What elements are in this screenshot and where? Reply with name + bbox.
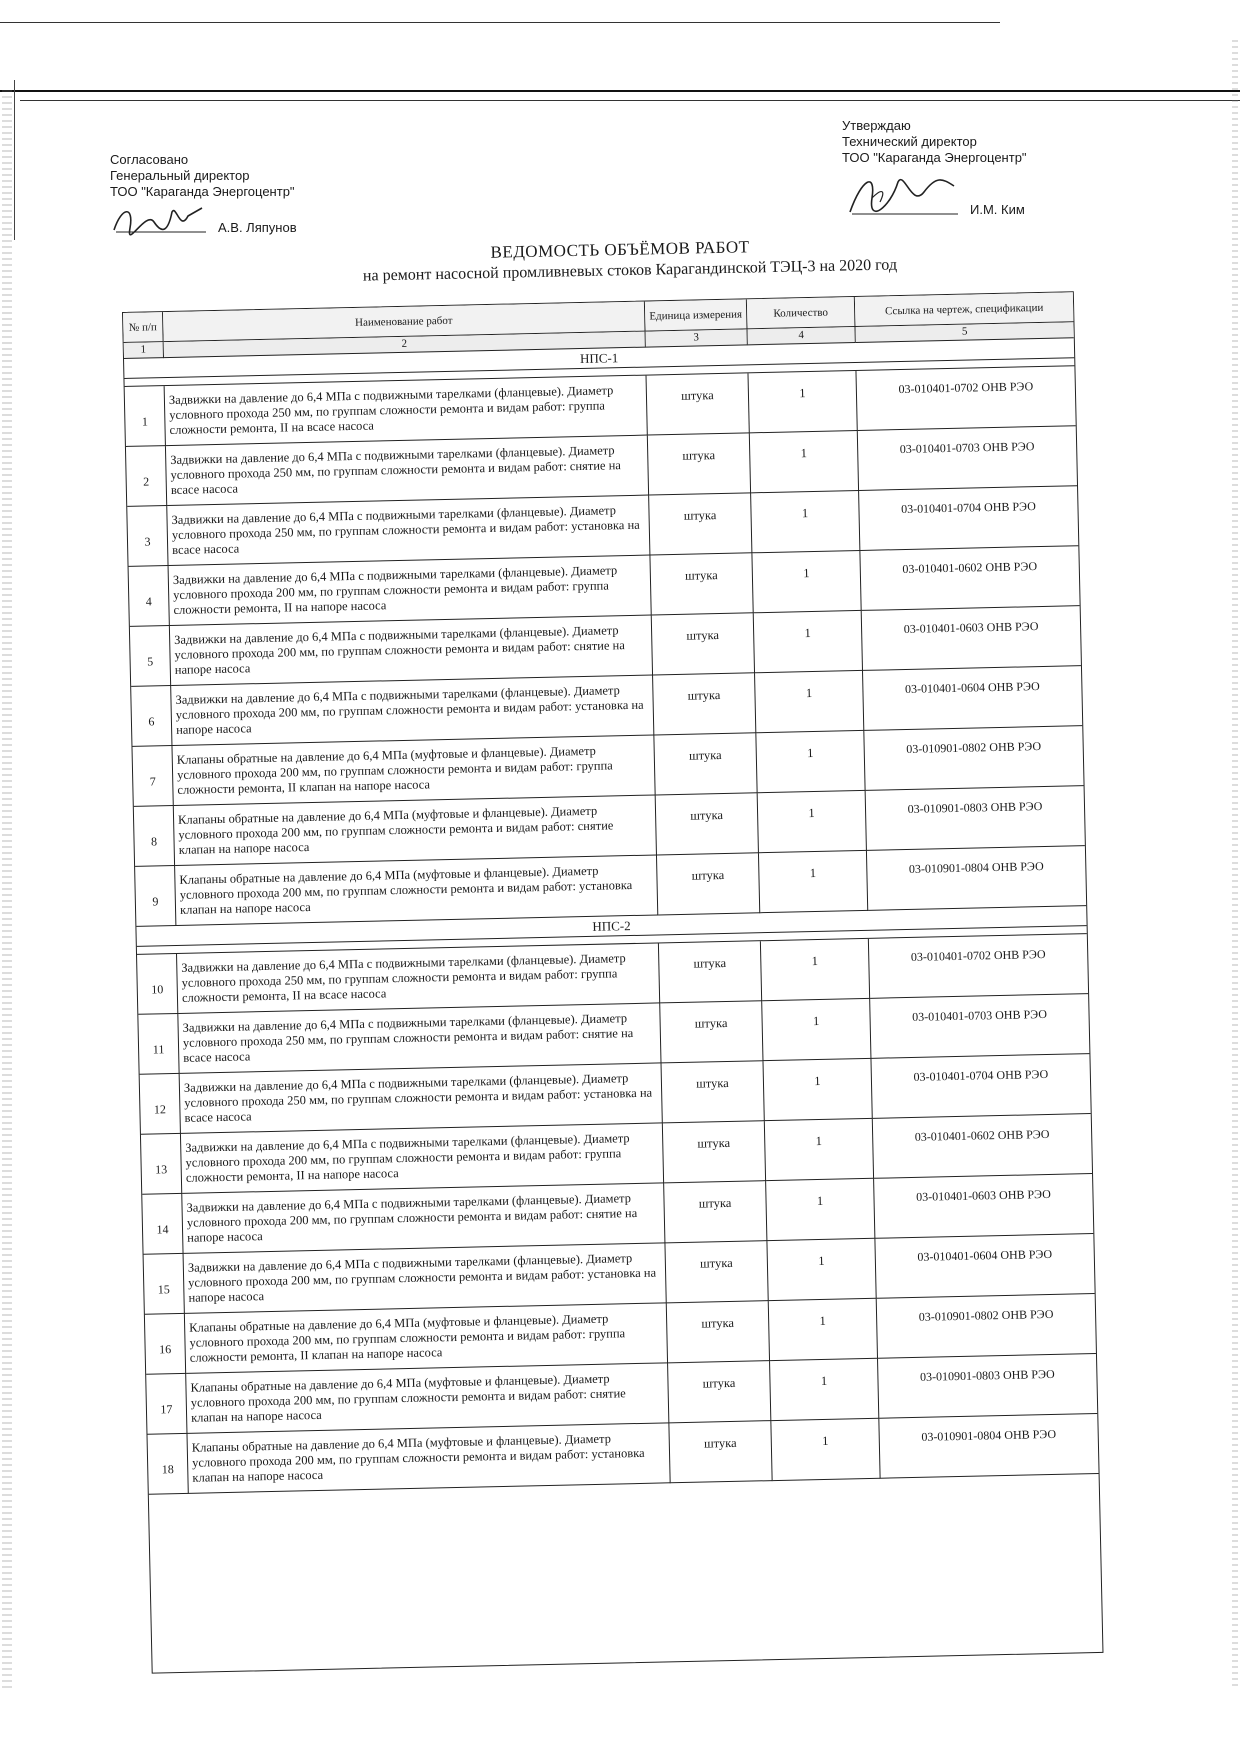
reference-code: 03-010401-0702 ОНВ РЭО	[856, 366, 1075, 431]
row-number: 13	[141, 1134, 182, 1195]
row-number: 4	[129, 566, 170, 627]
reference-code: 03-010901-0804 ОНВ РЭО	[879, 1414, 1098, 1479]
reference-code: 03-010401-0603 ОНВ РЭО	[874, 1174, 1093, 1239]
reference-code: 03-010401-0603 ОНВ РЭО	[862, 606, 1081, 671]
work-description: Клапаны обратные на давление до 6,4 МПа (муфтовые и фланцевые). Диаметр условного прохода 200 мм, по группам сложности ремонта и видам работ: снятие клапан на напоре насоса	[174, 795, 657, 866]
quantity-cell: 1	[748, 371, 857, 433]
unit-cell: штука	[656, 793, 759, 855]
quantity-cell: 1	[765, 1119, 874, 1181]
row-number: 2	[126, 446, 167, 507]
reference-code: 03-010401-0604 ОНВ РЭО	[863, 666, 1082, 731]
work-description: Клапаны обратные на давление до 6,4 МПа (муфтовые и фланцевые). Диаметр условного прохода 200 мм, по группам сложности ремонта и видам работ: группа сложности ремонта, II клапан на напоре насоса	[185, 1303, 668, 1374]
unit-cell: штука	[662, 1061, 765, 1123]
reference-code: 03-010401-0604 ОНВ РЭО	[875, 1234, 1094, 1299]
work-description: Задвижки на давление до 6,4 МПа с подвижными тарелками (фланцевые). Диаметр условного прохода 200 мм, по группам сложности ремонта и видам работ: группа сложности ремонта, II на напоре насоса	[181, 1123, 664, 1194]
unit-cell: штука	[650, 553, 753, 615]
row-number: 14	[142, 1194, 183, 1255]
approval-company: ТОО "Караганда Энергоцентр"	[110, 184, 295, 199]
work-description: Задвижки на давление до 6,4 МПа с подвижными тарелками (фланцевые). Диаметр условного прохода 250 мм, по группам сложности ремонта и видам работ: группа сложности ремонта, II на всасе насоса	[177, 943, 660, 1014]
approved-heading: Утверждаю	[842, 118, 911, 133]
unit-cell: штука	[663, 1121, 766, 1183]
reference-code: 03-010401-0702 ОНВ РЭО	[869, 934, 1088, 999]
quantity-cell: 1	[750, 431, 859, 493]
reference-code: 03-010401-0602 ОНВ РЭО	[873, 1114, 1092, 1179]
row-number: 5	[130, 626, 171, 687]
quantity-cell: 1	[754, 611, 863, 673]
quantity-cell: 1	[766, 1179, 875, 1241]
scan-header-line-2	[20, 100, 1240, 101]
unit-cell: штука	[668, 1361, 771, 1423]
unit-cell: штука	[647, 373, 750, 435]
work-description: Клапаны обратные на давление до 6,4 МПа (муфтовые и фланцевые). Диаметр условного прохода 200 мм, по группам сложности ремонта и видам работ: группа сложности ремонта, II клапан на напоре насоса	[172, 735, 655, 806]
work-volume-table	[122, 291, 1103, 1673]
approved-block	[842, 118, 1027, 218]
section-title: НПС-2	[136, 906, 1086, 947]
unit-cell: штука	[648, 433, 751, 495]
quantity-cell: 1	[761, 939, 870, 1001]
quantity-cell: 1	[769, 1299, 878, 1361]
approved-position: Технический директор	[842, 134, 977, 149]
row-number: 9	[135, 866, 176, 927]
reference-code: 03-010901-0803 ОНВ РЭО	[866, 786, 1085, 851]
scan-left-edge	[14, 80, 15, 240]
quantity-cell: 1	[751, 491, 860, 553]
quantity-cell: 1	[762, 999, 871, 1061]
work-description: Задвижки на давление до 6,4 МПа с подвижными тарелками (фланцевые). Диаметр условного прохода 200 мм, по группам сложности ремонта и видам работ: группа сложности ремонта, II на напоре насоса	[169, 556, 652, 627]
header-unit: Единица измерения	[645, 299, 748, 331]
section-title: НПС-1	[124, 338, 1074, 379]
unit-cell: штука	[649, 493, 752, 555]
work-description: Клапаны обратные на давление до 6,4 МПа (муфтовые и фланцевые). Диаметр условного прохода 200 мм, по группам сложности ремонта и видам работ: установка клапан на напоре насоса	[175, 855, 658, 926]
work-description: Задвижки на давление до 6,4 МПа с подвижными тарелками (фланцевые). Диаметр условного прохода 200 мм, по группам сложности ремонта и видам работ: снятие на напоре насоса	[170, 616, 653, 687]
approved-signature	[842, 168, 962, 218]
header-quantity: Количество	[747, 297, 856, 329]
work-description: Клапаны обратные на давление до 6,4 МПа (муфтовые и фланцевые). Диаметр условного прохода 200 мм, по группам сложности ремонта и видам работ: снятие клапан на напоре насоса	[186, 1363, 669, 1434]
unit-cell: штука	[653, 673, 756, 735]
reference-code: 03-010901-0803 ОНВ РЭО	[878, 1354, 1097, 1419]
approved-company: ТОО "Караганда Энергоцентр"	[842, 150, 1027, 165]
quantity-cell: 1	[763, 1059, 872, 1121]
quantity-cell: 1	[755, 671, 864, 733]
document-title: ВЕДОМОСТЬ ОБЪЁМОВ РАБОТ	[490, 237, 750, 262]
work-description: Задвижки на давление до 6,4 МПа с подвижными тарелками (фланцевые). Диаметр условного прохода 200 мм, по группам сложности ремонта и видам работ: снятие на напоре насоса	[182, 1183, 665, 1254]
work-description: Задвижки на давление до 6,4 МПа с подвижными тарелками (фланцевые). Диаметр условного прохода 250 мм, по группам сложности ремонта и видам работ: установка на всасе насоса	[167, 496, 650, 567]
unit-cell: штука	[657, 853, 760, 915]
row-number: 16	[145, 1314, 186, 1375]
scan-top-line	[0, 22, 1000, 23]
reference-code: 03-010901-0802 ОНВ РЭО	[877, 1294, 1096, 1359]
quantity-cell: 1	[752, 551, 861, 613]
unit-cell: штука	[654, 733, 757, 795]
document-subtitle: на ремонт насосной промливневых стоков Карагандинской ТЭЦ-3 на 2020 год	[362, 256, 898, 285]
column-number-2: 2	[164, 332, 646, 359]
quantity-cell: 1	[771, 1419, 880, 1481]
unit-cell: штука	[665, 1241, 768, 1303]
approval-signature-row	[110, 202, 297, 236]
quantity-cell: 1	[756, 731, 865, 793]
unit-cell: штука	[660, 1001, 763, 1063]
row-number: 1	[125, 386, 166, 447]
reference-code: 03-010901-0804 ОНВ РЭО	[867, 846, 1086, 911]
reference-code: 03-010401-0703 ОНВ РЭО	[870, 994, 1089, 1059]
row-number: 6	[131, 686, 172, 747]
row-number: 8	[134, 806, 175, 867]
header-work-name: Наименование работ	[163, 302, 646, 343]
work-description: Задвижки на давление до 6,4 МПа с подвижными тарелками (фланцевые). Диаметр условного прохода 200 мм, по группам сложности ремонта и видам работ: установка на напоре насоса	[184, 1243, 667, 1314]
unit-cell: штука	[659, 941, 762, 1003]
scan-header-line	[0, 90, 1240, 92]
column-number-3: 3	[646, 329, 748, 347]
work-description: Клапаны обратные на давление до 6,4 МПа (муфтовые и фланцевые). Диаметр условного прохода 200 мм, по группам сложности ремонта и видам работ: установка клапан на напоре насоса	[187, 1423, 670, 1494]
approval-name: А.В. Ляпунов	[218, 220, 297, 235]
unit-cell: штука	[664, 1181, 767, 1243]
quantity-cell: 1	[759, 851, 868, 913]
reference-code: 03-010401-0602 ОНВ РЭО	[860, 546, 1079, 611]
work-description: Задвижки на давление до 6,4 МПа с подвижными тарелками (фланцевые). Диаметр условного прохода 250 мм, по группам сложности ремонта и видам работ: установка на всасе насоса	[180, 1063, 663, 1134]
approved-name: И.М. Ким	[970, 202, 1025, 217]
row-number: 18	[147, 1434, 188, 1495]
reference-code: 03-010901-0802 ОНВ РЭО	[864, 726, 1083, 791]
header-number: № п/п	[123, 312, 164, 343]
work-description: Задвижки на давление до 6,4 МПа с подвижными тарелками (фланцевые). Диаметр условного прохода 200 мм, по группам сложности ремонта и видам работ: установка на напоре насоса	[171, 676, 654, 747]
column-number-1: 1	[124, 342, 164, 359]
unit-cell: штука	[669, 1421, 772, 1483]
approval-position: Генеральный директор	[110, 168, 250, 183]
row-number: 10	[137, 954, 178, 1015]
column-number-4: 4	[748, 327, 856, 345]
unit-cell: штука	[667, 1301, 770, 1363]
scan-left-noise	[2, 90, 12, 1690]
row-number: 17	[146, 1374, 187, 1435]
quantity-cell: 1	[758, 791, 867, 853]
row-number: 3	[127, 506, 168, 567]
work-description: Задвижки на давление до 6,4 МПа с подвижными тарелками (фланцевые). Диаметр условного прохода 250 мм, по группам сложности ремонта и видам работ: снятие на всасе насоса	[178, 1003, 661, 1074]
approved-signature-row	[842, 168, 1027, 218]
scan-right-noise	[1232, 40, 1238, 1690]
quantity-cell: 1	[770, 1359, 879, 1421]
row-number: 12	[140, 1074, 181, 1135]
quantity-cell: 1	[767, 1239, 876, 1301]
reference-code: 03-010401-0703 ОНВ РЭО	[858, 426, 1077, 491]
header-reference: Ссылка на чертеж, спецификации	[855, 292, 1074, 327]
approval-heading: Согласовано	[110, 152, 189, 167]
reference-code: 03-010401-0704 ОНВ РЭО	[859, 486, 1078, 551]
work-description: Задвижки на давление до 6,4 МПа с подвижными тарелками (фланцевые). Диаметр условного прохода 250 мм, по группам сложности ремонта и видам работ: группа сложности ремонта, II на всасе насоса	[165, 376, 648, 447]
table-body	[124, 338, 1099, 1494]
row-number: 7	[132, 746, 173, 807]
row-number: 11	[138, 1014, 179, 1075]
approval-signature	[110, 202, 210, 236]
row-number: 15	[144, 1254, 185, 1315]
approval-block	[110, 152, 297, 236]
reference-code: 03-010401-0704 ОНВ РЭО	[871, 1054, 1090, 1119]
work-description: Задвижки на давление до 6,4 МПа с подвижными тарелками (фланцевые). Диаметр условного прохода 250 мм, по группам сложности ремонта и видам работ: снятие на всасе насоса	[166, 436, 649, 507]
unit-cell: штука	[652, 613, 755, 675]
column-number-5: 5	[856, 322, 1074, 343]
